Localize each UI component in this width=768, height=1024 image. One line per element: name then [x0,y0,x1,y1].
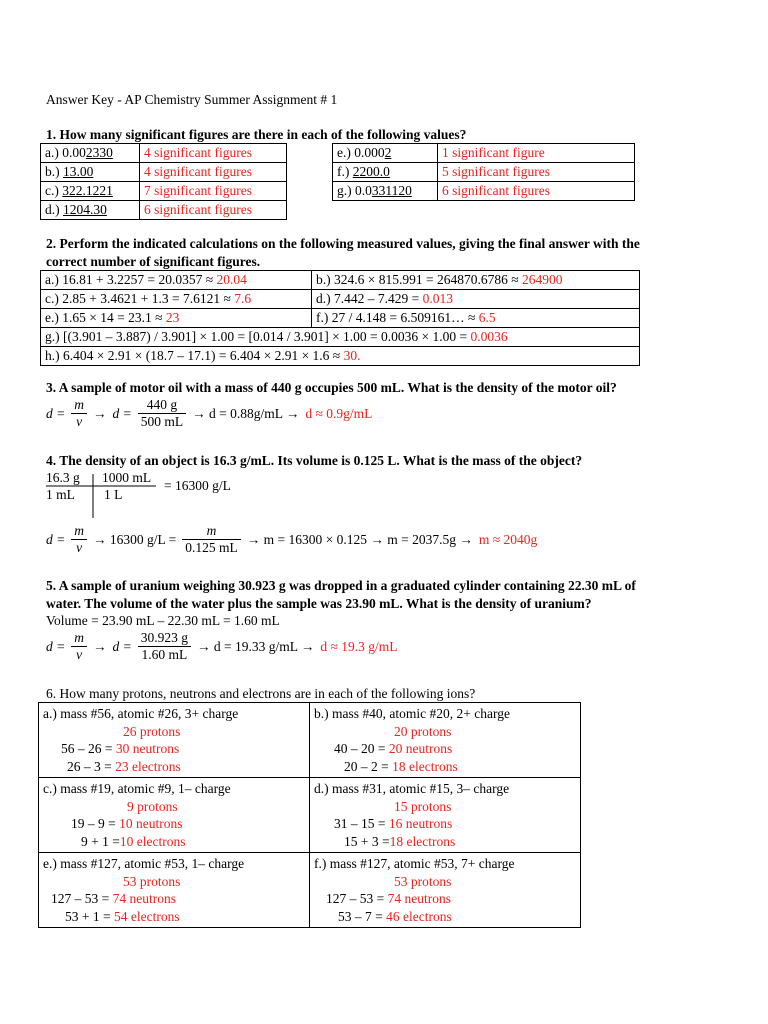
q2-cell [41,328,640,347]
calc-answer: d ≈ 19.3 g/mL [320,638,398,654]
electrons-answer: 10 electrons [119,833,186,849]
ion-description: d.) mass #31, atomic #15, 3– charge [314,781,510,796]
q1-value-cell [41,163,140,182]
neutrons-answer: 20 neutrons [388,741,453,756]
value-prefix: g.) 0.0 [337,182,372,198]
q1-answer-cell: 1 significant figure [438,144,635,163]
calc-text: d.) 7.442 – 7.429 = [316,290,423,306]
q2-table [40,270,640,366]
ion-description: f.) mass #127, atomic #53, 7+ charge [314,856,515,871]
value-prefix: c.) [45,182,63,198]
value-underlined: 322.1221 [62,182,113,198]
formula-fraction [71,397,87,430]
neutrons-answer: 16 neutrons [388,816,453,831]
fraction-denominator: v [76,540,83,556]
ion-cell [310,778,581,853]
conversion-numerator: 1000 mL [102,470,152,485]
arrow-icon: → [93,405,107,421]
ion-description: a.) mass #56, atomic #26, 3+ charge [43,706,239,721]
calc-text: 15 + 3 = [344,833,390,849]
calc-text: 9 + 1 = [81,833,120,849]
table-row [41,290,640,309]
neutrons-answer: 10 neutrons [119,816,183,831]
table-row [333,144,635,163]
fraction-numerator: 440 g [138,397,186,414]
calc-text: 127 – 53 = [326,891,388,906]
table-row [41,144,287,163]
q2-cell [312,271,640,290]
q2-cell [41,309,312,328]
conversion-result: = 16300 g/L [164,478,231,493]
conversion-denominator: 1 mL [46,487,75,502]
q5-solution [46,630,404,663]
calc-answer: 0.013 [422,290,453,306]
formula-fraction [71,630,87,663]
q1-answer-cell: 4 significant figures [140,144,287,163]
table-row [333,182,635,201]
calc-answer: 20.04 [216,271,247,287]
calc-text: → d = 19.33 g/mL → [197,638,315,654]
calc-text: 56 – 26 = [61,741,116,756]
q5-question-line2: water. The volume of the water plus the sample was 23.90 mL. What is the density of uranium? [46,596,592,611]
ion-description: c.) mass #19, atomic #9, 1– charge [43,781,231,796]
density-symbol: d = [46,531,66,547]
q6-question: 6. How many protons, neutrons and electrons are in each of the following ions? [46,686,476,701]
table-row [39,778,581,853]
ion-description: e.) mass #127, atomic #53, 1– charge [43,856,245,871]
q1-answer-cell: 5 significant figures [438,163,635,182]
calc-text: 127 – 53 = [51,891,113,906]
protons-answer: 26 protons [123,723,181,739]
calc-text: 31 – 15 = [334,816,389,831]
fraction-numerator: m [182,523,241,540]
fraction-denominator: 500 mL [140,414,184,430]
q2-question-line2: correct number of significant figures. [46,254,261,269]
calc-text: 19 – 9 = [71,816,120,831]
fraction-denominator: 0.125 mL [185,540,238,556]
density-symbol: d = [112,638,132,654]
density-symbol: d = [46,405,66,421]
value-prefix: f.) [337,163,353,179]
value-fraction [182,523,241,556]
fraction-numerator: m [71,397,87,414]
calc-text: 53 – 7 = [338,908,387,924]
q1-value-cell [333,182,438,201]
neutrons-answer: 74 neutrons [112,891,176,906]
table-row [39,853,581,928]
calc-text: b.) 324.6 × 815.991 = 264870.6786 ≈ [316,271,523,287]
calc-answer: 30. [343,347,361,363]
q2-question-line1: 2. Perform the indicated calculations on the following measured values, giving the final answer with the [46,236,640,251]
q3-question: 3. A sample of motor oil with a mass of 440 g occupies 500 mL. What is the density of the motor oil? [46,380,617,395]
q1-question: 1. How many significant figures are there in each of the following values? [46,127,467,142]
protons-answer: 53 protons [123,873,181,889]
calc-answer: m ≈ 2040g [478,531,538,547]
calc-text: 40 – 20 = [334,741,389,756]
calc-answer: 0.0036 [470,328,508,344]
q5-volume: Volume = 23.90 mL – 22.30 mL = 1.60 mL [46,613,280,628]
q5-question-line1: 5. A sample of uranium weighing 30.923 g was dropped in a graduated cylinder containing 22.30 mL of [46,578,636,593]
value-underlined: 2330 [85,144,113,160]
q1-answer-cell: 6 significant figures [438,182,635,201]
q2-cell [312,309,640,328]
conversion-denominator: 1 L [104,487,123,502]
fraction-denominator: v [76,647,83,663]
calc-answer: 264900 [522,271,563,287]
table-row [39,703,581,778]
calc-text: c.) 2.85 + 3.4621 + 1.3 = 7.6121 ≈ [45,290,235,306]
calc-answer: 7.6 [234,290,252,306]
q4-question: 4. The density of an object is 16.3 g/mL. Its volume is 0.125 L. What is the mass of the object? [46,453,583,468]
table-row [333,163,635,182]
q1-answer-cell: 6 significant figures [140,201,287,220]
value-underlined: 331120 [371,182,412,198]
q1-value-cell [41,201,140,220]
calc-text: f.) 27 / 4.148 = 6.509161… ≈ [316,309,479,325]
value-underlined: 1204.30 [63,201,107,217]
table-row [41,182,287,201]
calc-text: → m = 16300 × 0.125 → m = 2037.5g → [246,531,473,547]
ion-cell [310,853,581,928]
q1-value-cell [333,163,438,182]
calc-text: → d = 0.88g/mL → [192,405,300,421]
protons-answer: 20 protons [394,723,452,739]
ion-cell [39,703,310,778]
calc-text: 26 – 3 = [67,758,116,774]
q2-cell [41,347,640,366]
calc-text: 53 + 1 = [65,908,114,924]
fraction-numerator: m [71,630,87,647]
value-prefix: e.) 0.000 [337,144,385,160]
protons-answer: 53 protons [394,873,452,889]
neutrons-answer: 30 neutrons [115,741,180,756]
calc-answer: 6.5 [478,309,496,325]
value-prefix: d.) [45,201,63,217]
neutrons-answer: 74 neutrons [387,891,451,906]
value-fraction [138,630,191,663]
q2-cell [41,271,312,290]
calc-answer: d ≈ 0.9g/mL [305,405,373,421]
fraction-numerator: 30.923 g [138,630,191,647]
value-fraction [138,397,186,430]
electrons-answer: 54 electrons [113,908,180,924]
electrons-answer: 18 electrons [389,833,456,849]
table-row [41,328,640,347]
protons-answer: 15 protons [394,798,452,814]
value-underlined: 13.00 [63,163,94,179]
q3-solution [46,397,378,430]
fraction-denominator: v [76,414,83,430]
density-symbol: d = [112,405,132,421]
electrons-answer: 46 electrons [386,908,452,924]
electrons-answer: 18 electrons [392,758,458,774]
ion-cell [39,853,310,928]
q2-cell [41,290,312,309]
q1-value-cell [333,144,438,163]
document-title: Answer Key - AP Chemistry Summer Assignment # 1 [46,92,338,107]
ion-cell [310,703,581,778]
value-prefix: b.) [45,163,63,179]
value-underlined: 2 [384,144,392,160]
table-row [41,309,640,328]
value-underlined: 2200.0 [352,163,390,179]
q1-right-table [332,143,635,201]
q4-solution [46,523,543,556]
table-row [41,163,287,182]
q1-left-table [40,143,287,220]
calc-text: e.) 1.65 × 14 = 23.1 ≈ [45,309,166,325]
electrons-answer: 23 electrons [115,758,181,774]
q1-value-cell [41,144,140,163]
q2-cell [312,290,640,309]
fraction-numerator: m [71,523,87,540]
density-symbol: d = [46,638,66,654]
table-row [41,271,640,290]
q1-answer-cell: 4 significant figures [140,163,287,182]
table-row [41,201,287,220]
ion-cell [39,778,310,853]
q1-answer-cell: 7 significant figures [140,182,287,201]
protons-answer: 9 protons [127,798,178,814]
calc-text: 20 – 2 = [344,758,393,774]
ion-description: b.) mass #40, atomic #20, 2+ charge [314,706,510,721]
calc-text: a.) 16.81 + 3.2257 = 20.0357 ≈ [45,271,217,287]
calc-text: → 16300 g/L = [93,531,177,547]
conversion-numerator: 16.3 g [46,470,80,485]
q6-table [38,702,581,928]
calc-text: g.) [(3.901 – 3.887) / 3.901] × 1.00 = [0.014 / 3.901] × 1.00 = 0.0036 × 1.00 = [45,328,471,344]
fraction-denominator: 1.60 mL [141,647,188,663]
q1-value-cell [41,182,140,201]
calc-answer: 23 [165,309,180,325]
formula-fraction [71,523,87,556]
calc-text: h.) 6.404 × 2.91 × (18.7 – 17.1) = 6.404 × 2.91 × 1.6 ≈ [45,347,344,363]
table-row [41,347,640,366]
arrow-icon: → [93,638,107,654]
value-prefix: a.) 0.00 [45,144,86,160]
